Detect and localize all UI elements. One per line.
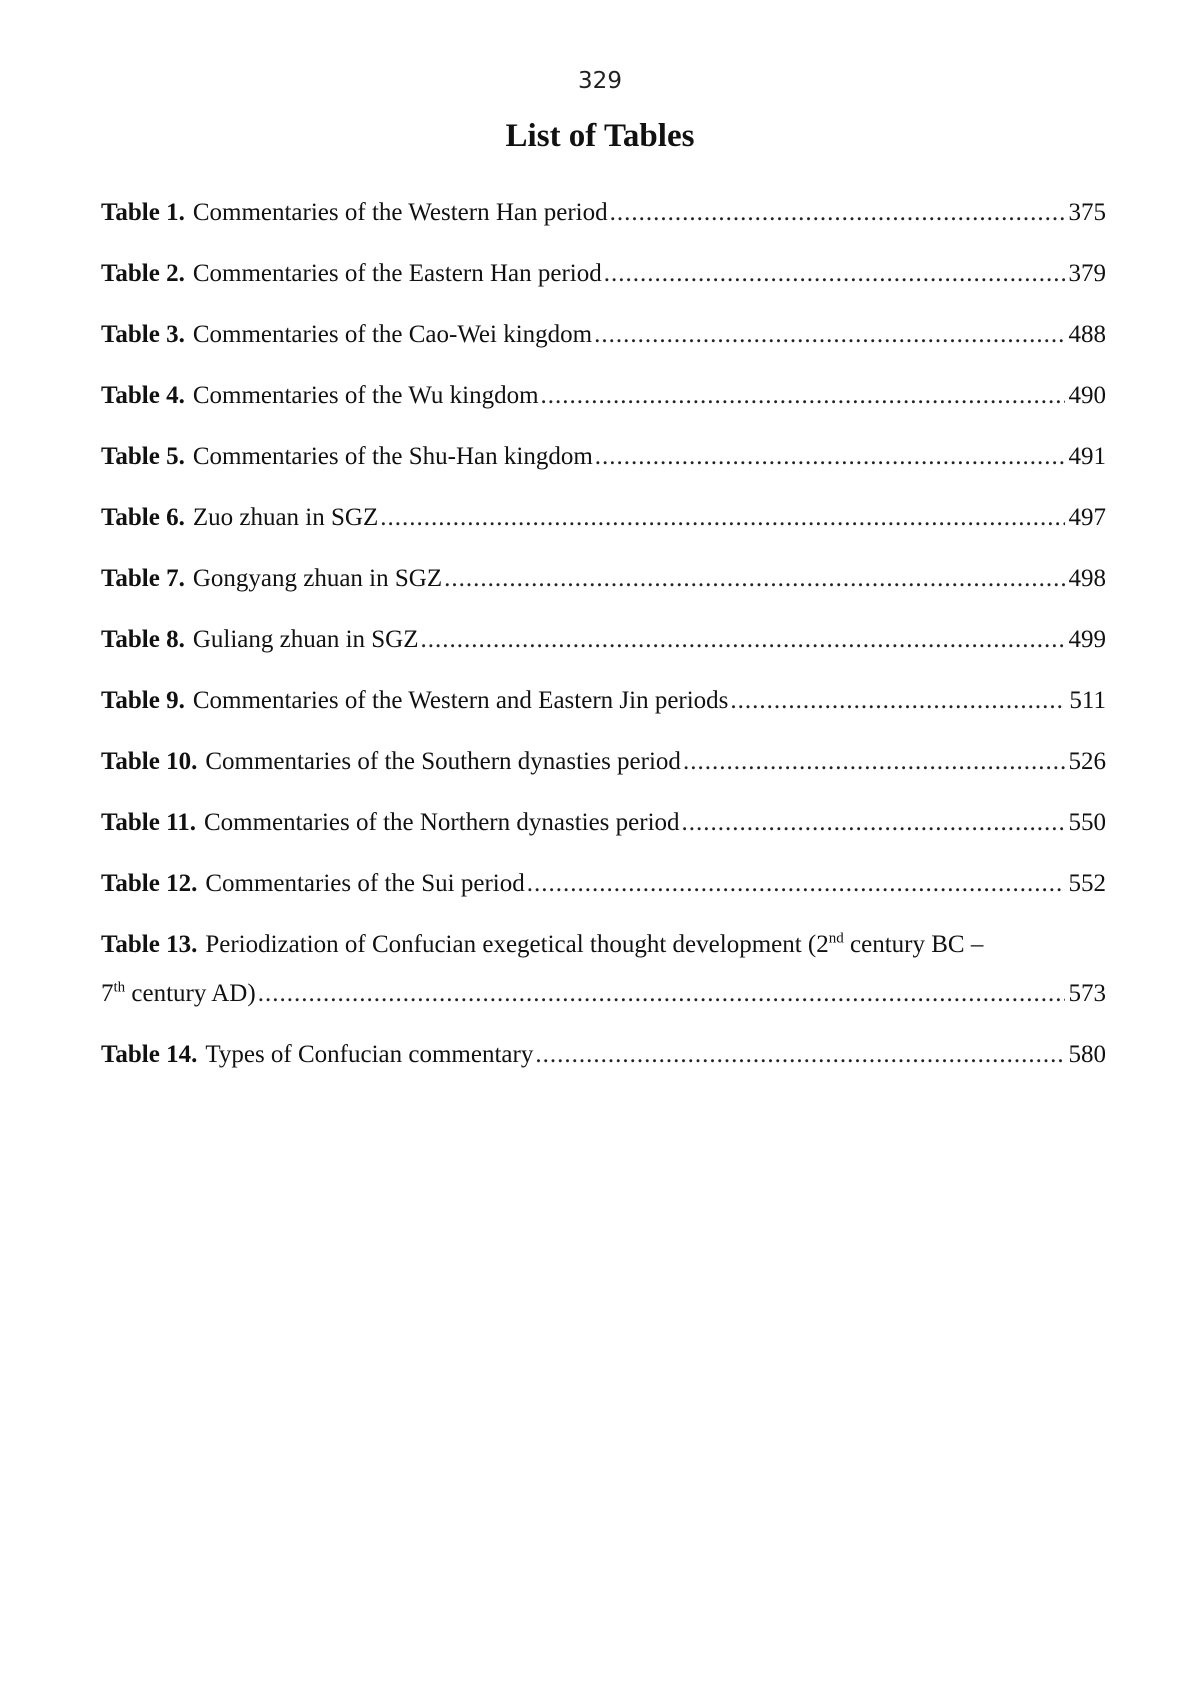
toc-entry-title: Zuo zhuan in SGZ xyxy=(192,504,379,531)
toc-entry-label: Table 3. xyxy=(101,321,185,348)
dot-leader xyxy=(683,737,1065,786)
dot-leader xyxy=(682,798,1065,847)
toc-entry-table-10[interactable] xyxy=(101,737,1106,786)
page-number: 329 xyxy=(578,68,622,94)
toc-entry-title: Commentaries of the Eastern Han period xyxy=(192,260,602,287)
toc-entry-page: 511 xyxy=(1069,687,1106,714)
toc-entry-label: Table 6. xyxy=(101,504,185,531)
toc-entry-line xyxy=(101,920,1106,969)
toc-entry-title: Commentaries of the Western Han period xyxy=(192,199,608,226)
toc-entry-label: Table 14. xyxy=(101,1041,198,1068)
dot-leader xyxy=(380,493,1064,542)
toc-entry-label: Table 9. xyxy=(101,687,185,714)
toc-entry-title: Commentaries of the Shu-Han kingdom xyxy=(192,443,593,470)
toc-entry-title: Periodization of Confucian exegetical thought development (2nd century BC – xyxy=(205,930,984,958)
dot-leader xyxy=(595,432,1065,481)
toc-entry-label: Table 7. xyxy=(101,565,185,592)
toc-entry-page: 488 xyxy=(1068,321,1106,348)
toc-entry-page: 526 xyxy=(1068,748,1106,775)
toc-entry-label: Table 2. xyxy=(101,260,185,287)
toc-entry-title: Commentaries of the Sui period xyxy=(205,870,525,897)
toc-entry-table-2[interactable] xyxy=(101,249,1106,298)
toc-entry-label: Table 4. xyxy=(101,382,185,409)
toc-entry-table-3[interactable] xyxy=(101,310,1106,359)
dot-leader xyxy=(541,371,1065,420)
dot-leader xyxy=(258,969,1065,1018)
dot-leader xyxy=(444,554,1064,603)
dot-leader xyxy=(730,676,1065,725)
toc-entry-label: Table 12. xyxy=(101,870,198,897)
toc-entry-title: Commentaries of the Western and Eastern Jin periods xyxy=(192,687,729,714)
toc-entry-page: 550 xyxy=(1068,809,1106,836)
toc-entry-label: Table 13. xyxy=(101,931,198,958)
toc-entry-label: Table 10. xyxy=(101,748,198,775)
toc-entry-label: Table 8. xyxy=(101,626,185,653)
toc-entry-page: 552 xyxy=(1068,870,1106,897)
toc-entry-table-6[interactable] xyxy=(101,493,1106,542)
toc-entry-title: Gongyang zhuan in SGZ xyxy=(192,565,443,592)
toc-entry-title: Types of Confucian commentary xyxy=(205,1041,534,1068)
toc-entry-page: 497 xyxy=(1068,504,1106,531)
toc-entry-page: 580 xyxy=(1068,1041,1106,1068)
dot-leader xyxy=(527,859,1065,908)
toc-entry-label: Table 1. xyxy=(101,199,185,226)
dot-leader xyxy=(535,1030,1064,1079)
toc-entry-table-12[interactable] xyxy=(101,859,1106,908)
toc-entry-page: 498 xyxy=(1068,565,1106,592)
toc-entry-table-13[interactable] xyxy=(101,920,1106,1018)
dot-leader xyxy=(421,615,1065,664)
dot-leader xyxy=(610,188,1065,237)
toc-entry-title: Guliang zhuan in SGZ xyxy=(192,626,419,653)
toc-entry-page: 491 xyxy=(1068,443,1106,470)
toc-entry-label: Table 5. xyxy=(101,443,185,470)
toc-entry-page: 499 xyxy=(1068,626,1106,653)
page-title: List of Tables xyxy=(505,118,695,154)
toc-entry-line xyxy=(101,969,1106,1018)
toc-entry-table-4[interactable] xyxy=(101,371,1106,420)
toc-entry-title: Commentaries of the Southern dynasties period xyxy=(205,748,681,775)
toc-entry-table-11[interactable] xyxy=(101,798,1106,847)
table-of-contents xyxy=(101,188,1106,1091)
toc-entry-table-5[interactable] xyxy=(101,432,1106,481)
dot-leader xyxy=(594,310,1064,359)
toc-entry-table-9[interactable] xyxy=(101,676,1106,725)
toc-entry-title: Commentaries of the Northern dynasties period xyxy=(203,809,680,836)
toc-entry-table-1[interactable] xyxy=(101,188,1106,237)
toc-entry-table-14[interactable] xyxy=(101,1030,1106,1079)
toc-entry-table-7[interactable] xyxy=(101,554,1106,603)
toc-entry-label: Table 11. xyxy=(101,809,196,836)
toc-entry-page: 375 xyxy=(1068,199,1106,226)
toc-entry-title: Commentaries of the Cao-Wei kingdom xyxy=(192,321,593,348)
toc-entry-title: Commentaries of the Wu kingdom xyxy=(192,382,539,409)
dot-leader xyxy=(604,249,1065,298)
toc-entry-page: 379 xyxy=(1068,260,1106,287)
toc-entry-page: 490 xyxy=(1068,382,1106,409)
toc-entry-page: 573 xyxy=(1068,980,1106,1007)
toc-entry-title-continued: 7th century AD) xyxy=(101,979,256,1007)
toc-entry-table-8[interactable] xyxy=(101,615,1106,664)
